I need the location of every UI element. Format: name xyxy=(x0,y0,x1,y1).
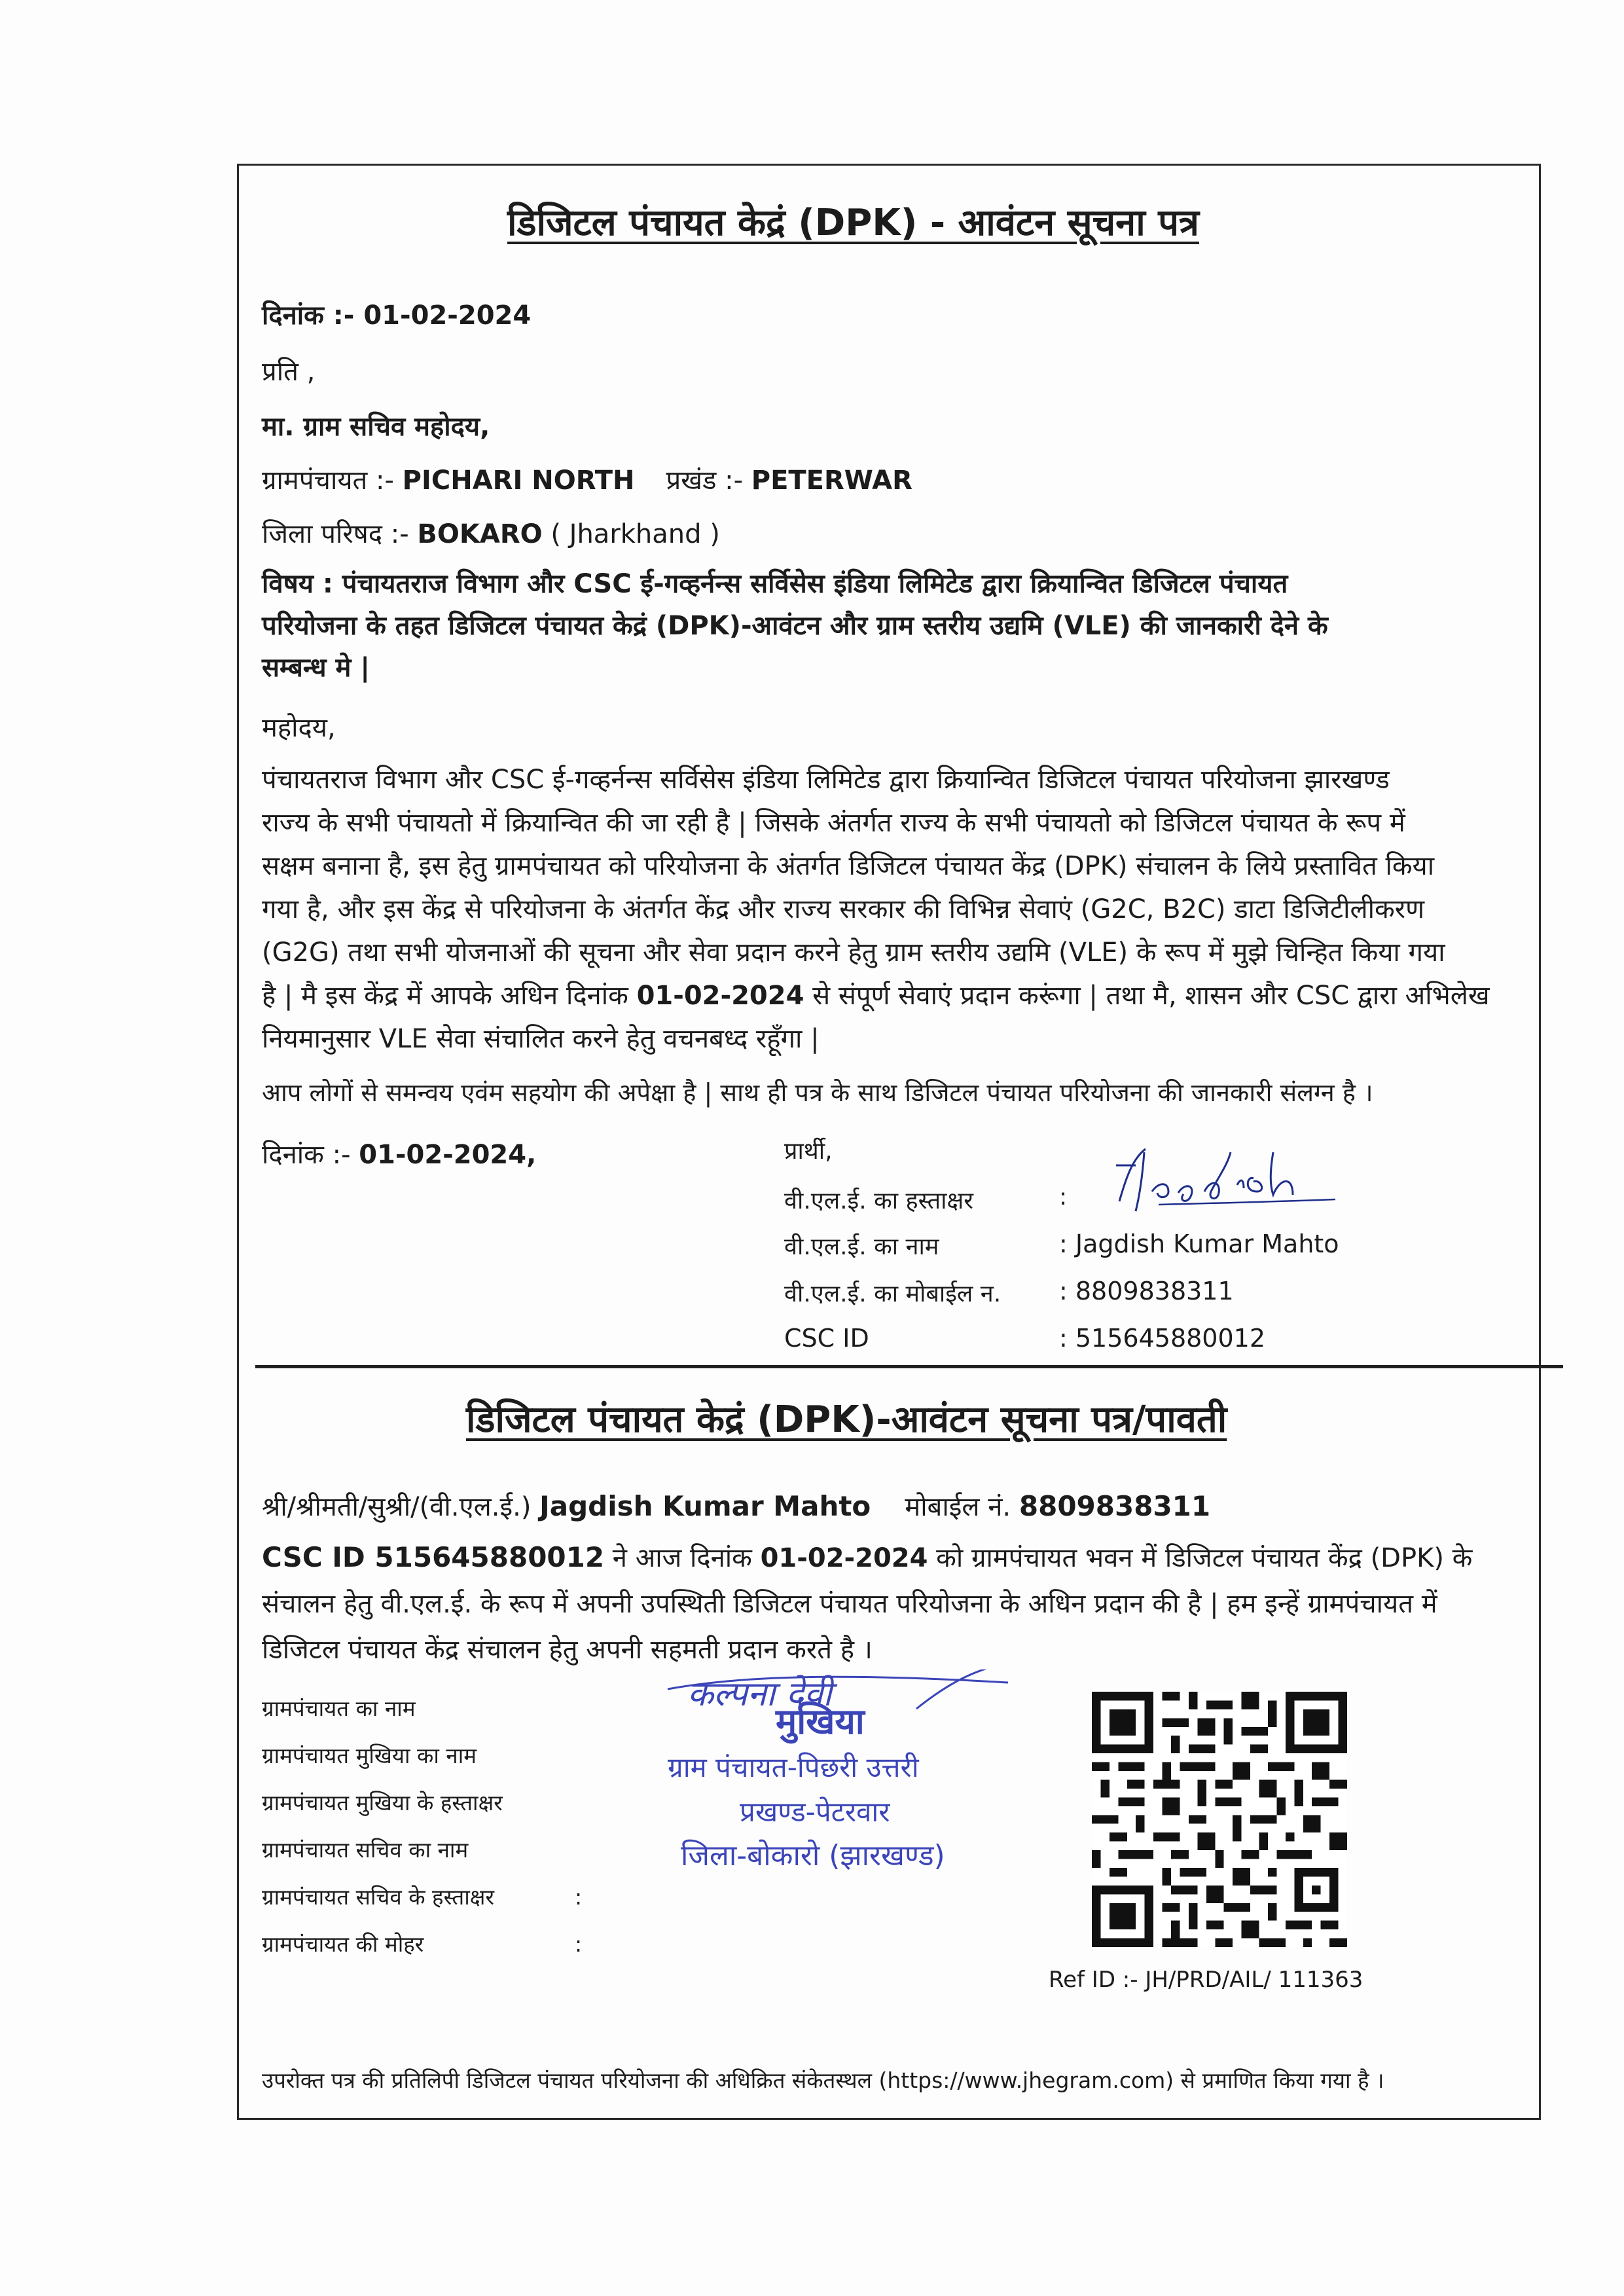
gp-field-label: ग्रामपंचायत की मोहर xyxy=(262,1931,424,1957)
gp-field-value xyxy=(575,1685,582,1732)
stamp-line: प्रखण्ड-पेटरवार xyxy=(740,1796,890,1828)
letter-body xyxy=(262,758,1558,1061)
footer-note: उपरोक्त पत्र की प्रतिलिपी डिजिटल पंचायत परियोजना की अधिक्रित संकेतस्थल (https://www.jhegram.com) से प्रमाणित किया गया है । xyxy=(262,2068,1384,2093)
gp-field-value xyxy=(575,1827,582,1874)
gp-field-label: ग्रामपंचायत का नाम xyxy=(262,1696,416,1721)
stamp-line: ग्राम पंचायत-पिछरी उत्तरी xyxy=(668,1751,919,1783)
panchayat-stamp xyxy=(641,1669,1087,1892)
letter-date xyxy=(262,296,531,332)
subject xyxy=(262,563,1558,689)
section-divider xyxy=(255,1365,1563,1368)
gp-field-label: ग्रामपंचायत सचिव का नाम xyxy=(262,1837,469,1863)
gp-field-value xyxy=(575,1732,582,1779)
gp-block-line xyxy=(262,461,912,497)
gp-label: ग्रामपंचायत :- xyxy=(262,465,403,496)
name-prefix: श्री/श्रीमती/सुश्री/(वी.एल.ई.) xyxy=(262,1492,540,1522)
vle-field-label: वी.एल.ई. का मोबाईल न. xyxy=(784,1281,1001,1307)
body-line: राज्य के सभी पंचायतो में क्रियान्वित की जा रही है | जिसके अंतर्गत राज्य के सभी पंचायतो को डिजिटल पंचायत के रूप में xyxy=(262,808,1405,838)
footer-date-value: 01-02-2024, xyxy=(359,1140,537,1170)
receipt-line: संचालन हेतु वी.एल.ई. के रूप में अपनी उपस्थिती डिजिटल पंचायत परियोजना के अधिन प्रदान की है | हम इन्हें ग्रामपंचायत में xyxy=(262,1589,1437,1619)
block-value: PETERWAR xyxy=(751,465,912,496)
footer-date xyxy=(262,1135,536,1171)
vle-field-value: : 8809838311 xyxy=(1059,1277,1234,1305)
subject-line: सम्बन्ध मे | xyxy=(262,653,370,683)
district-value: BOKARO xyxy=(417,519,543,549)
addressee: मा. ग्राम सचिव महोदय, xyxy=(262,412,490,442)
stamp-line: जिला-बोकारो (झारखण्ड) xyxy=(681,1839,945,1872)
gp-field-value: : xyxy=(575,1931,583,1957)
vle-field-value: : Jagdish Kumar Mahto xyxy=(1059,1230,1339,1258)
gp-field-values xyxy=(575,1685,582,1968)
qr-code xyxy=(1092,1692,1347,1947)
stamp-handwritten: कल्पना देवी xyxy=(687,1675,832,1714)
vle-signature xyxy=(1106,1139,1342,1218)
mobile-label: मोबाईल नं. xyxy=(905,1492,1019,1522)
body-line-text: है | मै इस केंद्र में आपके अधिन दिनांक xyxy=(262,981,637,1011)
district-label: जिला परिषद :- xyxy=(262,519,418,549)
gp-field-label: ग्रामपंचायत मुखिया का नाम xyxy=(262,1743,477,1768)
receipt-date: 01-02-2024 xyxy=(760,1543,928,1573)
footer-date-label: दिनांक :- xyxy=(262,1140,359,1170)
gp-field-label: ग्रामपंचायत मुखिया के हस्ताक्षर xyxy=(262,1790,503,1815)
closing-line: आप लोगों से समन्वय एवंम सहयोग की अपेक्षा है | साथ ही पत्र के साथ डिजिटल पंचायत परियोजना की जानकारी संलग्न है । xyxy=(262,1078,1373,1107)
stamp-line: मुखिया xyxy=(776,1701,865,1742)
receipt-body xyxy=(262,1535,1558,1673)
applicant: प्रार्थी, xyxy=(784,1138,833,1165)
to-line: प्रति , xyxy=(262,357,316,387)
block-label: प्रखंड :- xyxy=(666,465,751,496)
gp-field-value xyxy=(575,1779,582,1827)
body-line-date: 01-02-2024 xyxy=(636,981,804,1011)
state-value: ( Jharkhand ) xyxy=(542,519,720,549)
date-label: दिनांक :- xyxy=(262,301,364,331)
ref-id: Ref ID :- JH/PRD/AIL/ 111363 xyxy=(1049,1967,1363,1993)
body-line: सक्षम बनाना है, इस हेतु ग्रामपंचायत को परियोजना के अंतर्गत डिजिटल पंचायत केंद्र (DPK) संचालन के लिये प्रस्तावित किया xyxy=(262,851,1435,881)
body-line-text: से संपूर्ण सेवाएं प्रदान करूंगा | तथा मै, शासन और CSC द्वारा अभिलेख xyxy=(804,981,1490,1011)
body-line: (G2G) तथा सभी योजनाओं की सूचना और सेवा प्रदान करने हेतु ग्राम स्तरीय उद्यमि (VLE) के रूप में मुझे चिन्हित किया गया xyxy=(262,938,1445,968)
receipt-line: डिजिटल पंचायत केंद्र संचालन हेतु अपनी सहमती प्रदान करते है । xyxy=(262,1635,873,1665)
subject-line: परियोजना के तहत डिजिटल पंचायत केद्रं (DPK)-आवंटन और ग्राम स्तरीय उद्यमि (VLE) की जानकारी देने के xyxy=(262,611,1328,641)
receipt-name-line xyxy=(262,1487,1210,1523)
gp-field-value: : xyxy=(575,1884,583,1910)
vle-field-value: : xyxy=(1059,1184,1068,1211)
receipt-text: को ग्रामपंचायत भवन में डिजिटल पंचायत केंद्र (DPK) के xyxy=(928,1543,1473,1573)
body-line: नियमानुसार VLE सेवा संचालित करने हेतु वचनबध्द रहूँगा | xyxy=(262,1024,820,1054)
vle-field-value: : 515645880012 xyxy=(1059,1324,1266,1353)
subject-line: विषय : पंचायतराज विभाग और CSC ई-गव्हर्नन्स सर्विसेस इंडिया लिमिटेड द्वारा क्रियान्वित डिजिटल पंचायत xyxy=(262,569,1288,599)
receipt-title: डिजिटल पंचायत केद्रं (DPK)-आवंटन सूचना पत्र/पावती xyxy=(466,1398,1227,1441)
vle-name: Jagdish Kumar Mahto xyxy=(539,1490,871,1522)
receipt-line xyxy=(262,1535,1558,1581)
gp-value: PICHARI NORTH xyxy=(402,465,635,496)
gp-field-label: ग्रामपंचायत सचिव के हस्ताक्षर xyxy=(262,1884,494,1910)
district-line xyxy=(262,515,720,551)
vle-field-label: वी.एल.ई. का नाम xyxy=(784,1233,939,1260)
gp-fields xyxy=(262,1685,503,1968)
csc-id: CSC ID 515645880012 xyxy=(262,1541,605,1573)
body-line: गया है, और इस केंद्र से परियोजना के अंतर्गत केंद्र और राज्य सरकार की विभिन्न सेवाएं (G2C, B2C) डाटा डिजिटीलीकरण xyxy=(262,894,1425,924)
vle-field-label: CSC ID xyxy=(784,1324,869,1353)
letter-title: डिजिटल पंचायत केद्रं (DPK) - आवंटन सूचना पत्र xyxy=(507,202,1199,244)
vle-field-label: वी.एल.ई. का हस्ताक्षर xyxy=(784,1188,974,1214)
body-line xyxy=(262,974,1558,1017)
salutation: महोदय, xyxy=(262,713,336,743)
receipt-text: ने आज दिनांक xyxy=(604,1543,761,1573)
mobile-value: 8809838311 xyxy=(1019,1490,1211,1522)
body-line: पंचायतराज विभाग और CSC ई-गव्हर्नन्स सर्विसेस इंडिया लिमिटेड द्वारा क्रियान्वित डिजिटल पंचायत परियोजना झारखण्ड xyxy=(262,765,1390,795)
date-value: 01-02-2024 xyxy=(363,301,532,331)
